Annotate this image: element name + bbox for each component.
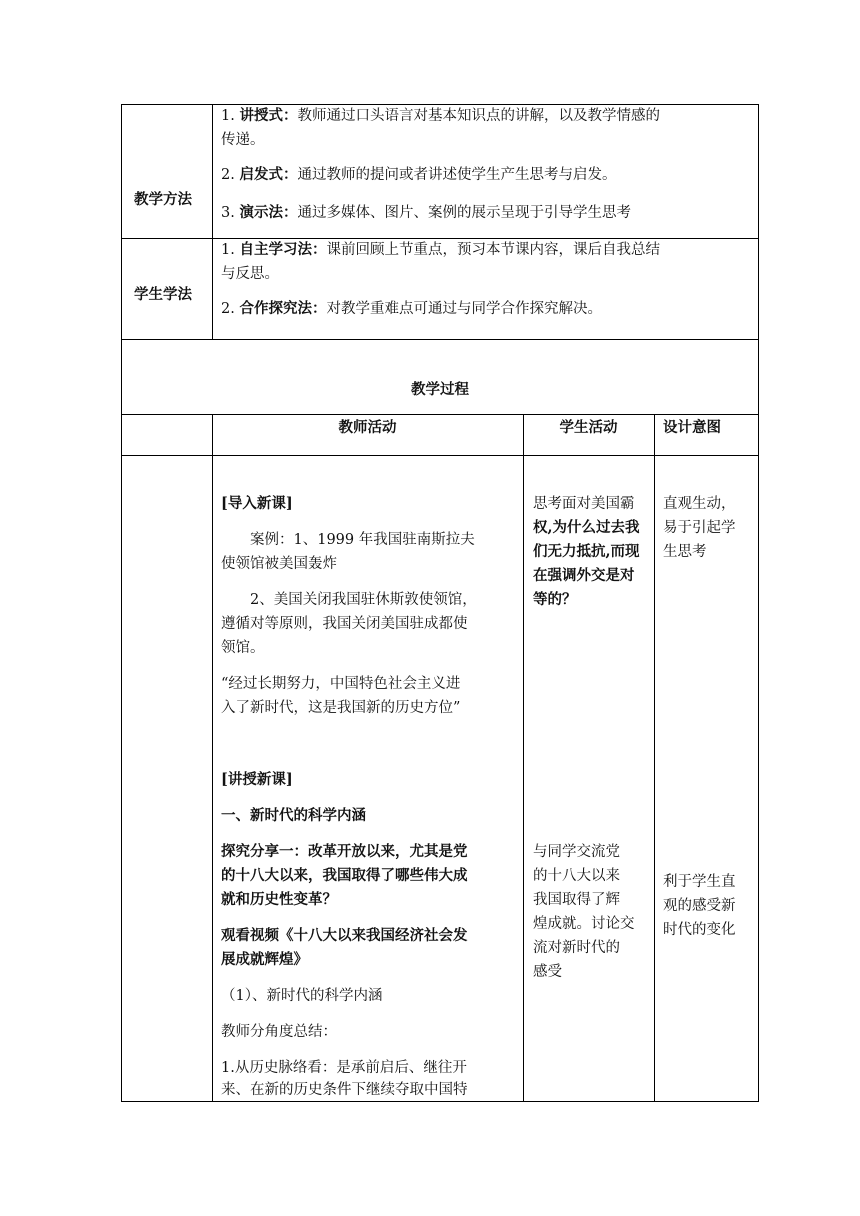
- explore-line: 的十八大以来，我国取得了哪些伟大成: [221, 867, 468, 884]
- col-divider: [523, 414, 524, 1102]
- row-divider: [121, 414, 759, 415]
- student-activity-line: 流对新时代的: [533, 940, 620, 956]
- learning-item: 2. 合作探究法：对教学重难点可通过与同学合作探究解决。: [221, 300, 602, 317]
- design-intent-line: 利于学生直: [663, 874, 736, 890]
- col-divider: [212, 414, 213, 1102]
- point-line: 来、在新的历史条件下继续夺取中国特: [221, 1082, 468, 1098]
- method-item: 3. 演示法：通过多媒体、图片、案例的展示呈现于引导学生思考: [221, 204, 631, 221]
- design-intent-line: 观的感受新: [663, 898, 736, 914]
- learning-label: 学生学法: [134, 286, 192, 303]
- design-intent-line: 直观生动，: [663, 496, 736, 512]
- table-border-left: [121, 104, 122, 1102]
- col-divider: [212, 104, 213, 339]
- video-line: 观看视频《十八大以来我国经济社会发: [221, 927, 468, 944]
- methods-label: 教学方法: [134, 191, 192, 208]
- lecture-heading: [讲授新课]: [221, 771, 293, 788]
- student-activity-line: 在强调外交是对: [533, 567, 635, 584]
- explore-line: 就和历史性变革？: [221, 891, 337, 908]
- learning-item-cont: 与反思。: [221, 266, 279, 282]
- explore-line: 探究分享一：改革开放以来，尤其是党: [221, 843, 468, 860]
- student-activity-line: 们无力抵抗,而现: [533, 543, 640, 560]
- student-activity-line: 等的？: [533, 591, 577, 608]
- process-title: 教学过程: [411, 381, 469, 398]
- student-activity-line: 与同学交流党: [533, 844, 620, 860]
- learning-item: 1. 自主学习法：课前回顾上节重点，预习本节课内容，课后自我总结: [221, 241, 660, 258]
- method-item: 1. 讲授式：教师通过口头语言对基本知识点的讲解，以及教学情感的: [221, 107, 660, 124]
- case2-line: 领馆。: [221, 640, 265, 656]
- case1-line: 案例：1、1999 年我国驻南斯拉夫: [250, 532, 475, 548]
- case2-line: 遵循对等原则，我国关闭美国驻成都使: [221, 616, 468, 632]
- case2-line: 2、美国关闭我国驻休斯敦使领馆，: [250, 592, 477, 608]
- case1-line: 使领馆被美国轰炸: [221, 556, 337, 572]
- header-teacher-activity: 教师活动: [338, 419, 397, 436]
- design-intent-line: 时代的变化: [663, 922, 736, 938]
- student-activity-line: 感受: [533, 964, 562, 980]
- quote-line: 入了新时代，这是我国新的历史方位”: [221, 700, 461, 716]
- summary-line: 教师分角度总结：: [221, 1024, 337, 1040]
- table-border-right: [758, 104, 759, 1102]
- subsection-line: （1）、新时代的科学内涵: [221, 988, 383, 1004]
- quote-line: “经过长期努力，中国特色社会主义进: [221, 676, 461, 692]
- video-line: 展成就辉煌》: [221, 951, 308, 968]
- design-intent-line: 生思考: [663, 544, 707, 560]
- section-heading: 一、新时代的科学内涵: [221, 807, 366, 824]
- point-line: 1.从历史脉络看：是承前启后、继往开: [221, 1060, 467, 1076]
- student-activity-line: 的十八大以来: [533, 868, 620, 884]
- row-divider: [121, 455, 759, 456]
- student-activity-line: 我国取得了辉: [533, 892, 620, 908]
- student-activity-line: 煌成就。讨论交: [533, 916, 635, 932]
- col-divider: [654, 414, 655, 1102]
- intro-heading: [导入新课]: [221, 495, 293, 512]
- student-activity-line: 权,为什么过去我: [533, 519, 640, 536]
- design-intent-line: 易于引起学: [663, 520, 736, 536]
- student-activity-line: 思考面对美国霸: [533, 496, 635, 512]
- method-item: 2. 启发式：通过教师的提问或者讲述使学生产生思考与启发。: [221, 166, 617, 183]
- row-divider: [121, 339, 759, 340]
- header-design-intent: 设计意图: [663, 419, 721, 436]
- header-student-activity: 学生活动: [559, 419, 618, 436]
- method-item-cont: 传递。: [221, 132, 265, 148]
